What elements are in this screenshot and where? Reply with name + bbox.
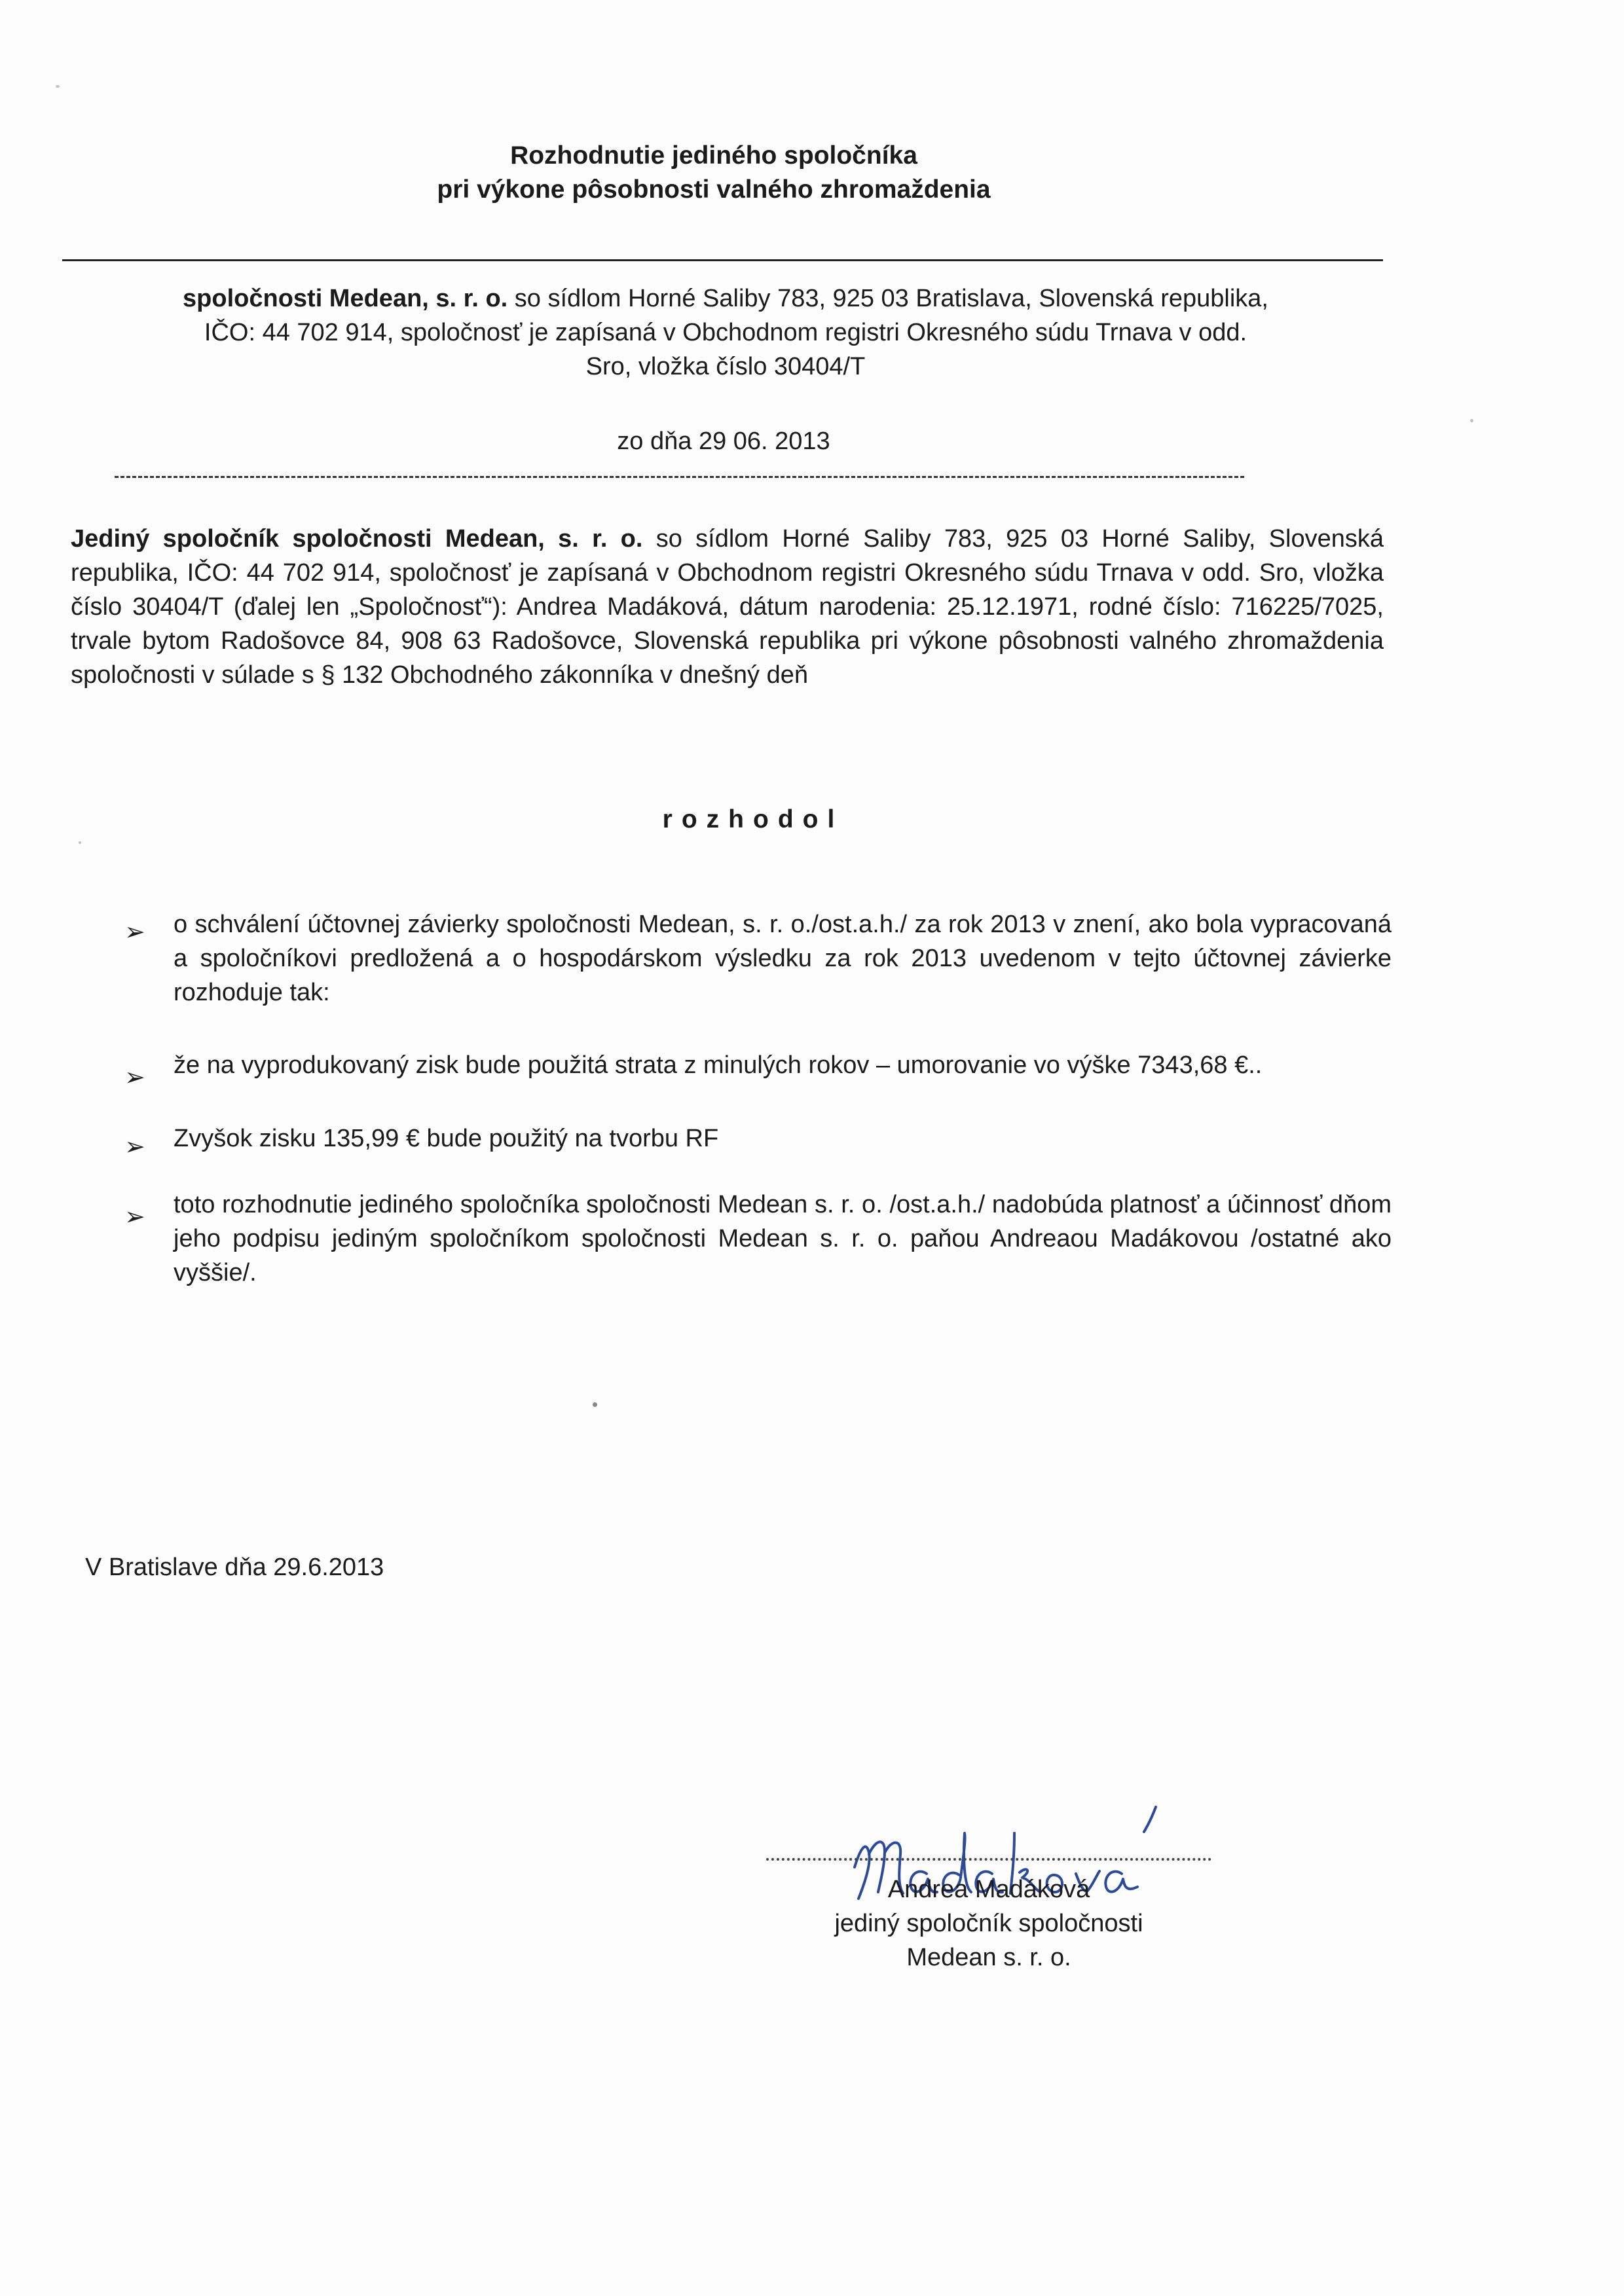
company-name: spoločnosti Medean, s. r. o. [183,285,508,312]
company-address: so sídlom Horné Saliby 783, 925 03 Bratislava, Slovenská republika, [507,285,1268,312]
scan-speck [79,841,81,844]
company-header-line-3: Sro, vložka číslo 30404/T [585,353,866,380]
place-and-date: V Bratislave dňa 29.6.2013 [85,1554,384,1581]
shareholder-heading: Jediný spoločník spoločnosti Medean, s. r. o. [71,525,643,553]
shareholder-paragraph [71,522,1384,692]
title-divider [62,259,1383,261]
signature-line [766,1858,1211,1861]
bullet-arrow-icon: ➢ [124,1133,145,1161]
dashed-divider [115,476,1244,478]
bullet-arrow-icon: ➢ [124,1203,145,1231]
bullet-arrow-icon: ➢ [124,1064,145,1091]
document-title [0,139,1428,207]
decision-item: že na vyprodukovaný zisk bude použitá strata z minulých rokov – umorovanie vo výške 7343,68 €.. [174,1051,1263,1079]
signatory-block [740,1872,1238,1975]
company-header-line-2: IČO: 44 702 914, spoločnosť je zapísaná v Obchodnom registri Okresného súdu Trnava v odd. [204,319,1247,346]
signatory-role: jediný spoločník spoločnosti [834,1910,1143,1937]
signatory-name: Andrea Madáková [887,1876,1090,1903]
decision-item: toto rozhodnutie jediného spoločníka spoločnosti Medean s. r. o. /ost.a.h./ nadobúda platnosť a účinnosť dňom jeho podpisu jediným spoločníkom spoločnosti Medean s. r. o. paňou Andreaou Madákovou /ostatné ako vyššie/. [174,1191,1392,1286]
company-header-line-1 [71,282,1380,316]
shareholder-text: so sídlom Horné Saliby 783, 925 03 Horné Saliby, Slovenská republika, IČO: 44 702 914, spoločnosť je zapísaná v Obchodnom registri Okresného súdu Trnava v odd. Sro, vložka číslo 30404/T (ďalej len „Spoločnosť“): Andrea Madáková, dátum narodenia: 25.12.1971, rodné číslo: 716225/7025, trvale bytom Radošovce 84, 908 63 Radošovce, Slovenská republika pri výkone pôsobnosti valného zhromaždenia spoločnosti v súlade s § 132 Obchodného zákonníka v dnešný deň [71,525,1384,689]
scan-speck [56,85,60,88]
decision-date: zo dňa 29 06. 2013 [617,428,830,455]
title-line-2: pri výkone pôsobnosti valného zhromaždenia [437,175,991,204]
decision-item: Zvyšok zisku 135,99 € bude použitý na tvorbu RF [174,1125,719,1152]
company-header [71,282,1380,384]
signatory-company: Medean s. r. o. [906,1944,1071,1971]
scan-speck [1470,419,1473,422]
decided-heading: rozhodol [662,805,844,833]
scan-speck [593,1402,597,1407]
bullet-arrow-icon: ➢ [124,919,145,946]
title-line-1: Rozhodnutie jediného spoločníka [510,141,917,170]
decision-item: o schválení účtovnej závierky spoločnosti Medean, s. r. o./ost.a.h./ za rok 2013 v znení, ako bola vypracovaná a spoločníkovi predložená a o hospodárskom výsledku za rok 2013 uvedenom v tejto účtovnej závierke rozhoduje tak: [174,911,1392,1006]
